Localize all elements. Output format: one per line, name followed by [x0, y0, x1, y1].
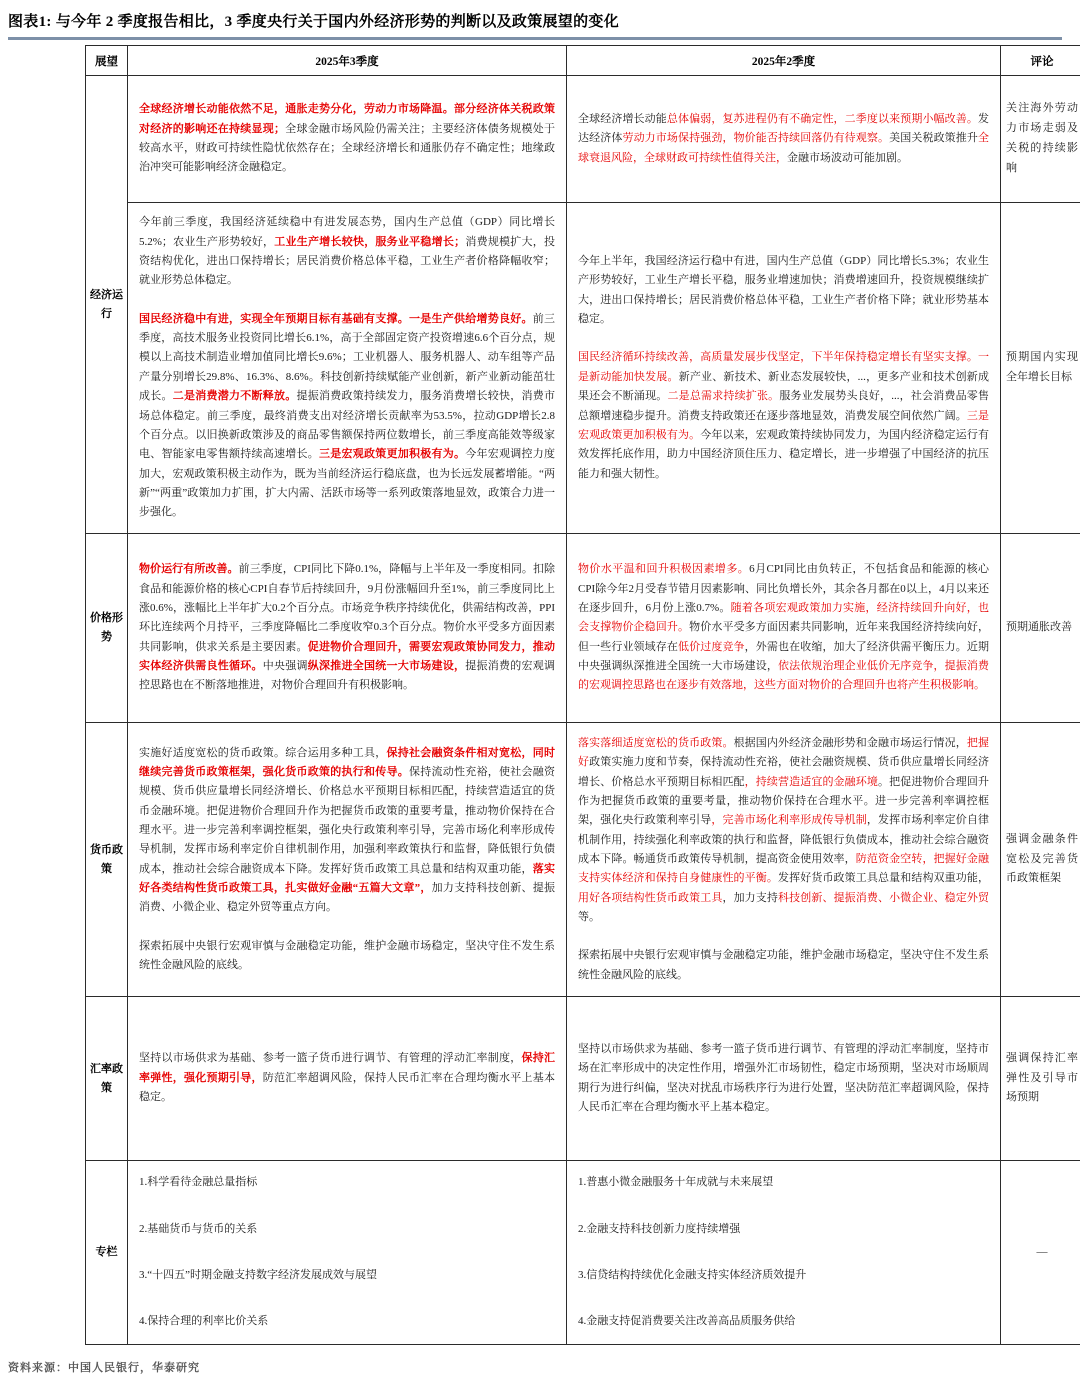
- text-run-normal: 1.普惠小微金融服务十年成就与未来展望: [578, 1176, 773, 1188]
- cell-q3-price-outlook: [128, 534, 567, 723]
- table-head: [86, 46, 1080, 76]
- cell-q3-fx-policy: [128, 997, 567, 1161]
- text-run-normal: ，加力支持: [722, 892, 778, 904]
- cell-q2-global-economy: [567, 76, 1001, 203]
- row-label-fx-policy: 汇率政策: [86, 997, 128, 1161]
- text-run-normal: 提振消费的宏观调控思路也在不断落地推进，对物价合理回升有积极影响。: [139, 660, 555, 691]
- text-run-normal: 2.金融支持科技创新力度持续增强: [578, 1223, 740, 1235]
- cell-comment-fx-policy: 强调保持汇率弹性及引导市场预期: [1001, 997, 1080, 1161]
- paragraph: [139, 310, 555, 523]
- paragraph: [578, 1040, 989, 1117]
- text-run-normal: 今年以来，宏观政策持续协同发力，为国内经济稳定运行有效发挥托底作用，助力中国经济顶住压力、稳定增长，进一步增强了中国经济的抗压能力和强大韧性。: [578, 429, 989, 480]
- text-run-normal: 物价水平受多方面因素共同影响，近年来我国经济持续向好，但一些行业领域存在: [578, 621, 989, 652]
- text-run-normal: 坚持以市场供求为基础、参考一篮子货币进行调节、有管理的浮动汇率制度，: [139, 1052, 522, 1064]
- cell-q2-special-columns: [567, 1161, 1001, 1345]
- text-run-red: ，完善市场化利率形成传导机制: [711, 814, 867, 826]
- text-run-red-bold: 保持社会融资条件相对宽松，同时继续完善货币政策框架，强化货币政策的执行和传导。: [139, 747, 555, 778]
- text-run-normal: 加力支持科技创新、提振消费、小微企业、稳定外贸等重点方向。: [139, 882, 555, 913]
- text-run-normal: 美国关税政策推升: [889, 132, 978, 144]
- text-run-red-bold: 全球经济增长动能依然不足，通胀走势分化，劳动力市场降温。部分经济体关税政策对经济的影响还在持续显现；: [139, 103, 555, 134]
- comparison-table: [85, 45, 1080, 1345]
- text-run-normal: 1.科学看待金融总量指标: [139, 1176, 257, 1188]
- text-run-normal: 消费规模扩大，投资结构优化，进出口保持增长；居民消费价格总体平稳，工业生产者价格降幅收窄；就业形势总体稳定。: [139, 236, 555, 287]
- text-run-red: 依法依规治理企业低价无序竞争，提振消费的宏观调控思路也在逐步有效落地，这些方面对物价的合理回升也将产生积极影响。: [578, 660, 989, 691]
- text-run-red-bold: 保持汇率弹性，强化预期引导，: [139, 1052, 555, 1083]
- title-divider: [8, 37, 1062, 40]
- text-run-normal: 6月CPI同比由负转正，不包括食品和能源的核心CPI除今年2月受春节错月因素影响、同比负增长外，其余各月都在0以上，4月以来还在逐步回升，6月份上涨0.7%。: [578, 563, 989, 614]
- paragraph: [139, 1266, 555, 1285]
- table-row-price-outlook: [86, 534, 1080, 723]
- text-run-normal: 根据国内外经济金融形势和金融市场运行情况，: [734, 737, 967, 749]
- paragraph: [578, 560, 989, 696]
- cell-comment-domestic-economy: 预期国内实现全年增长目标: [1001, 203, 1080, 534]
- text-run-normal: ，外需也在收缩，加大了经济供需平衡压力。近期中央强调纵深推进全国统一大市场建设，: [578, 641, 989, 672]
- cell-comment-price-outlook: 预期通胀改善: [1001, 534, 1080, 723]
- row-label-monetary-policy: 货币政策: [86, 723, 128, 997]
- text-run-normal: 实施好适度宽松的货币政策。综合运用多种工具，: [139, 747, 387, 759]
- table-row-global-economy: [86, 76, 1080, 203]
- text-run-normal: 政策实施力度和节奏，保持流动性充裕，使社会融资规模、货币供应量增长同经济增长、价格总水平预期目标相匹配: [578, 756, 989, 787]
- text-run-normal: 4.保持合理的利率比价关系: [139, 1315, 268, 1327]
- paragraph: [578, 1173, 989, 1192]
- text-run-red: 科技创新、提振消费、小微企业、稳定外贸: [778, 892, 989, 904]
- text-run-normal: 提振消费政策持续发力，服务消费增长较快，消费市场总体稳定。前三季度，最终消费支出对经济增长贡献率为53.5%，拉动GDP增长2.8个百分点。以旧换新政策涉及的商品零售额保持两位数增长，前三季度高能效等级家电、智能家电零售额持续高速增长。: [139, 390, 555, 460]
- paragraph: [139, 1220, 555, 1239]
- text-run-normal: 全球经济增长动能: [578, 113, 667, 125]
- cell-q3-global-economy: [128, 76, 567, 203]
- header-q3-2025: 2025年3季度: [128, 46, 567, 76]
- cell-q2-domestic-economy: [567, 203, 1001, 534]
- text-run-red: ，持续营造适宜的金融环境: [745, 776, 878, 788]
- paragraph: [139, 744, 555, 918]
- text-run-red: 国民经济循环持续改善，高质量发展步伐坚定，下半年保持稳定增长有坚实支撑。一是新动能加快发展。: [578, 351, 989, 382]
- text-run-red: 随着各项宏观政策加力实施，经济持续回升向好，也会支撑物价企稳回升。: [578, 602, 989, 633]
- text-run-normal: 保持流动性充裕，使社会融资规模、货币供应量增长同经济增长、价格总水平预期目标相匹配，持续营造适宜的货币金融环境。把促进物价合理回升作为把握货币政策的重要考量，推动物价保持在合理水平。进一步完善利率调控框架，强化央行政策利率引导，完善市场化利率形成传导机制，发挥市场利率定价自律机制作用，加强利率政策执行和监督，降低银行负债成本，推动社会综合融资成本下降。发挥好货币政策工具总量和结构双重功能，: [139, 766, 555, 875]
- text-run-normal: 3.信贷结构持续优化金融支持实体经济质效提升: [578, 1269, 806, 1281]
- text-run-normal: ，发挥市场利率定价自律机制作用，持续强化利率政策的执行和监督，降低银行负债成本，推动社会综合融资成本下降。畅通货币政策传导机制，提高资金使用效率，: [578, 814, 989, 865]
- paragraph: [578, 110, 989, 168]
- paragraph: [139, 1312, 555, 1331]
- row-label-global-economy: 经济运行: [86, 76, 128, 534]
- paragraph: [139, 100, 555, 177]
- text-run-normal: 前三季度，高技术服务业投资同比增长6.1%，高于全部固定资产投资增速6.6个百分点，规模以上高技术制造业增加值同比增长9.6%；工业机器人、服务机器人、动车组等产品产量分别增长29.8%、16.3%、8.6%。科技创新持续赋能产业创新，新产业新动能茁壮成长。: [139, 313, 555, 402]
- text-run-red: 落实落细适度宽松的货币政策。: [578, 737, 734, 749]
- text-run-red-bold: 物价运行有所改善。: [139, 563, 239, 575]
- text-run-red: 二是总需求持续扩张。: [668, 390, 780, 402]
- text-run-normal: 今年宏观调控力度加大，宏观政策积极主动作为，既为当前经济运行稳底盘，也为长远发展蓄增能。“两新”“两重”政策加力扩围，扩大内需、活跃市场等一系列政策落地显效，政策合力进一步强化。: [139, 448, 555, 518]
- text-run-normal: 防范汇率超调风险，保持人民币汇率在合理均衡水平上基本稳定。: [139, 1072, 555, 1103]
- row-label-special-columns: 专栏: [86, 1161, 128, 1345]
- cell-comment-special-columns: —: [1001, 1161, 1080, 1345]
- text-run-normal: 前三季度，CPI同比下降0.1%，降幅与上半年及一季度相同。扣除食品和能源价格的核心CPI自春节后持续回升，9月份涨幅回升至1%，前三季度同比上涨0.6%，涨幅比上半年扩大0.2个百分点。市场竞争秩序持续优化，供需结构改善，PPI环比连续两个月持平，三季度降幅比二季度收窄0.3个百分点。物价水平受多方面因素共同影响，供求关系是主要因素。: [139, 563, 555, 652]
- text-run-normal: 中央强调: [263, 660, 308, 672]
- text-run-normal: 4.金融支持促消费要关注改善高品质服务供给: [578, 1315, 795, 1327]
- text-run-red: 全球衰退风险，全球财政可持续性值得关注，: [578, 132, 989, 163]
- header-q2-2025: 2025年2季度: [567, 46, 1001, 76]
- paragraph: [578, 252, 989, 329]
- text-run-red-bold: 国民经济稳中有进，实现全年预期目标有基础有支撑。一是生产供给增势良好。: [139, 313, 533, 325]
- cell-q2-fx-policy: [567, 997, 1001, 1161]
- text-run-red: 低价过度竞争: [678, 641, 745, 653]
- paragraph: [139, 560, 555, 696]
- text-run-red-bold: 二是消费潜力不断释放。: [173, 390, 297, 402]
- text-run-red: 防范资金空转，把握好金融支持实体经济和保持自身健康性的平衡。: [578, 853, 989, 884]
- paragraph: [578, 1312, 989, 1331]
- header-outlook: 展望: [86, 46, 128, 76]
- paragraph: [578, 1220, 989, 1239]
- text-run-red: 物价水平温和回升积极因素增多。: [578, 563, 749, 575]
- cell-comment-monetary-policy: 强调金融条件宽松及完善货币政策框架: [1001, 723, 1080, 997]
- cell-q3-domestic-economy: [128, 203, 567, 534]
- row-label-price-outlook: 价格形势: [86, 534, 128, 723]
- paragraph: [139, 1173, 555, 1192]
- cell-q3-special-columns: [128, 1161, 567, 1345]
- table-body: [86, 76, 1080, 1345]
- text-run-red-bold: 三是宏观政策更加积极有为。: [319, 448, 465, 460]
- cell-comment-global-economy: 关注海外劳动力市场走弱及关税的持续影响: [1001, 76, 1080, 203]
- header-comment: 评论: [1001, 46, 1080, 76]
- text-run-normal: 3.“十四五”时期金融支持数字经济发展成效与展望: [139, 1269, 377, 1281]
- paragraph: [139, 1049, 555, 1107]
- paragraph: [578, 734, 989, 928]
- text-run-normal: 服务业发展势头良好，...，社会消费品零售总额增速稳步提升。消费支持政策还在逐步落地显效，消费发展空间依然广阔。: [578, 390, 989, 421]
- text-run-red-bold: 促进物价合理回升，需要宏观政策协同发力，推动实体经济供需良性循环。: [139, 641, 555, 672]
- paragraph: [578, 946, 989, 985]
- cell-q3-monetary-policy: [128, 723, 567, 997]
- text-run-red: 把握好: [578, 737, 989, 768]
- text-run-normal: 2.基础货币与货币的关系: [139, 1223, 257, 1235]
- cell-q2-price-outlook: [567, 534, 1001, 723]
- table-row-domestic-economy: [86, 203, 1080, 534]
- text-run-normal: 发挥好货币政策工具总量和结构双重功能，: [778, 872, 989, 884]
- cell-q2-monetary-policy: [567, 723, 1001, 997]
- text-run-normal: 发达经济体: [578, 113, 989, 144]
- text-run-normal: 今年上半年，我国经济运行稳中有进，国内生产总值（GDP）同比增长5.3%；农业生产形势较好，工业生产增长平稳，服务业增速加快；消费增速回升，投资规模继续扩大，进出口保持增长；居民消费价格总体平稳，工业生产者价格下降；就业形势基本稳定。: [578, 255, 989, 325]
- text-run-red-bold: 落实好各类结构性货币政策工具，扎实做好金融“五篇大文章”，: [139, 863, 555, 894]
- text-run-red: 三是宏观政策更加积极有为。: [578, 410, 989, 441]
- text-run-red: 劳动力市场保持强劲，物价能否持续回落仍有待观察。: [622, 132, 889, 144]
- paragraph: [139, 937, 555, 976]
- text-run-normal: 探索拓展中央银行宏观审慎与金融稳定功能，维护金融市场稳定，坚决守住不发生系统性金融风险的底线。: [139, 940, 555, 971]
- text-run-red: 总体偏弱，复苏进程仍有不确定性，二季度以来预期小幅改善。: [667, 113, 978, 125]
- table-row-special-columns: [86, 1161, 1080, 1345]
- text-run-normal: 新产业、新技术、新业态发展较快，...，更多产业和技术创新成果还会不断涌现。: [578, 371, 989, 402]
- text-run-normal: 。把促进物价合理回升作为把握货币政策的重要考量，推动物价保持在合理水平。进一步完善利率调控框架，强化央行政策利率引导: [578, 776, 989, 827]
- text-run-red-bold: 纵深推进全国统一大市场建设，: [308, 660, 466, 672]
- text-run-normal: 金融市场波动可能加剧。: [787, 152, 908, 164]
- source-note: 资料来源：中国人民银行，华泰研究: [8, 1359, 1062, 1375]
- text-run-normal: 今年前三季度，我国经济延续稳中有进发展态势，国内生产总值（GDP）同比增长5.2%；农业生产形势较好，: [139, 216, 555, 247]
- text-run-normal: 探索拓展中央银行宏观审慎与金融稳定功能，维护金融市场稳定，坚决守住不发生系统性金融风险的底线。: [578, 949, 989, 980]
- text-run-normal: 等。: [578, 911, 600, 923]
- paragraph: [578, 348, 989, 484]
- text-run-normal: 全球金融市场风险仍需关注；主要经济体债务规模处于较高水平，财政可持续性隐忧依然存在；全球经济增长和通胀仍存不确定性；地缘政治冲突可能影响经济金融稳定。: [139, 123, 555, 174]
- table-row-monetary-policy: [86, 723, 1080, 997]
- paragraph: [139, 213, 555, 290]
- text-run-red: 用好各项结构性货币政策工具: [578, 892, 722, 904]
- paragraph: [578, 1266, 989, 1285]
- figure-title: 图表1: 与今年 2 季度报告相比，3 季度央行关于国内外经济形势的判断以及政策展望的变化: [8, 10, 1062, 31]
- text-run-normal: 坚持以市场供求为基础、参考一篮子货币进行调节、有管理的浮动汇率制度，坚持市场在汇率形成中的决定性作用，增强外汇市场韧性，稳定市场预期，坚决对市场顺周期行为进行纠偏，坚决对扰乱市场秩序行为进行处置，坚决防范汇率超调风险，保持人民币汇率在合理均衡水平上基本稳定。: [578, 1043, 989, 1113]
- table-row-fx-policy: [86, 997, 1080, 1161]
- table-header-row: [86, 46, 1080, 76]
- text-run-red-bold: 工业生产增长较快，服务业平稳增长；: [274, 236, 465, 248]
